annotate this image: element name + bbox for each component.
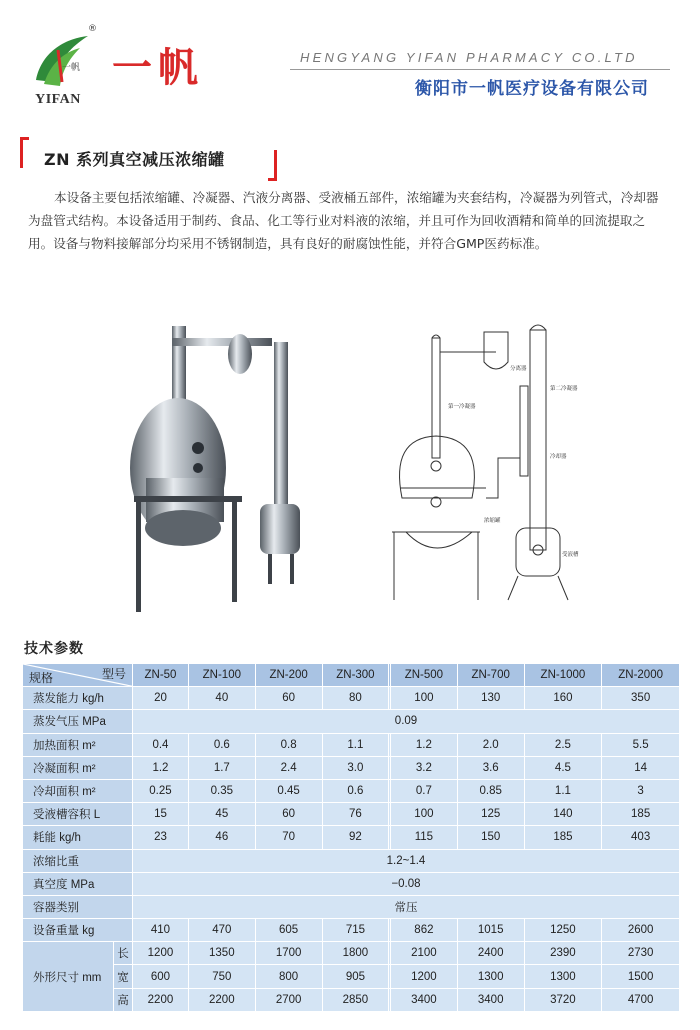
table-cell: 470 bbox=[188, 919, 255, 942]
table-cell: 100 bbox=[391, 803, 458, 826]
table-cell: 185 bbox=[524, 826, 602, 849]
table-header-row bbox=[23, 664, 680, 687]
product-description: 本设备主要包括浓缩罐、冷凝器、汽液分离器、受液桶五部件，浓缩罐为夹套结构，冷凝器为列管式，冷却器为盘管式结构。本设备适用于制药、食品、化工等行业对料液的浓缩，并且可作为回收酒精和简单的回流提取之用。设备与物料接解部分均采用不锈钢制造，具有良好的耐腐蚀性能，并符合GMP医药标准。 bbox=[28, 190, 659, 251]
table-cell: 0.25 bbox=[133, 779, 189, 802]
table-cell: 800 bbox=[255, 965, 322, 988]
table-row bbox=[23, 919, 680, 942]
logo-small-text: 一帆 bbox=[62, 63, 81, 73]
table-row bbox=[23, 849, 680, 872]
table-cell: 0.8 bbox=[255, 733, 322, 756]
model-header-cell: ZN-300 bbox=[322, 664, 389, 687]
model-header-cell: ZN-200 bbox=[255, 664, 322, 687]
table-cell: 2.0 bbox=[457, 733, 524, 756]
spec-table bbox=[22, 663, 680, 1012]
table-cell: 4700 bbox=[602, 988, 680, 1011]
corner-spec-label: 规格 bbox=[29, 671, 54, 686]
table-cell: 92 bbox=[322, 826, 389, 849]
model-header-cell: ZN-500 bbox=[391, 664, 458, 687]
row-label: 外形尺寸 mm bbox=[23, 942, 114, 1012]
table-cell: 2700 bbox=[255, 988, 322, 1011]
table-cell: 3.2 bbox=[391, 756, 458, 779]
table-cell: 1.2 bbox=[391, 733, 458, 756]
table-cell: 14 bbox=[602, 756, 680, 779]
row-label: 容器类别 bbox=[23, 895, 133, 918]
table-cell: 160 bbox=[524, 687, 602, 710]
table-cell: 2600 bbox=[602, 919, 680, 942]
table-cell: 40 bbox=[188, 687, 255, 710]
table-cell: 2100 bbox=[391, 942, 458, 965]
label-condenser2: 第二冷凝器 bbox=[550, 386, 578, 392]
row-label: 冷凝面积 m² bbox=[23, 756, 133, 779]
row-label: 浓缩比重 bbox=[23, 849, 133, 872]
table-cell: 750 bbox=[188, 965, 255, 988]
model-header-cell: ZN-50 bbox=[133, 664, 189, 687]
label-tank: 浓缩罐 bbox=[484, 518, 501, 524]
table-cell: 715 bbox=[322, 919, 389, 942]
table-row bbox=[23, 942, 680, 965]
table-cell: 1.1 bbox=[524, 779, 602, 802]
table-cell: 45 bbox=[188, 803, 255, 826]
dimension-sublabel: 高 bbox=[114, 988, 133, 1011]
label-condenser1: 第一冷凝器 bbox=[448, 404, 476, 410]
product-photo bbox=[128, 318, 324, 618]
table-cell-merged: 常压 bbox=[133, 895, 680, 918]
table-cell: 3400 bbox=[457, 988, 524, 1011]
table-cell-merged: −0.08 bbox=[133, 872, 680, 895]
spec-heading: 技术参数 bbox=[24, 641, 84, 657]
schematic-diagram bbox=[380, 318, 592, 608]
table-cell: 2390 bbox=[524, 942, 602, 965]
table-cell: 2200 bbox=[188, 988, 255, 1011]
table-cell: 46 bbox=[188, 826, 255, 849]
table-cell: 150 bbox=[457, 826, 524, 849]
table-cell: 0.45 bbox=[255, 779, 322, 802]
corner-model-label: 型号 bbox=[101, 667, 126, 681]
title-bracket-right bbox=[268, 150, 277, 181]
page-title: ZN 系列真空减压浓缩罐 bbox=[44, 150, 225, 169]
table-cell: 125 bbox=[457, 803, 524, 826]
table-cell: 130 bbox=[457, 687, 524, 710]
label-receiver: 受液槽 bbox=[562, 552, 579, 558]
table-cell: 2.5 bbox=[524, 733, 602, 756]
row-label: 蒸发能力 kg/h bbox=[23, 687, 133, 710]
table-cell: 0.35 bbox=[188, 779, 255, 802]
model-header-cell: ZN-700 bbox=[457, 664, 524, 687]
row-label: 蒸发气压 MPa bbox=[23, 710, 133, 733]
table-cell: 115 bbox=[391, 826, 458, 849]
table-cell: 23 bbox=[133, 826, 189, 849]
table-row bbox=[23, 756, 680, 779]
model-header-cell: ZN-2000 bbox=[602, 664, 680, 687]
logo-wordmark: YIFAN bbox=[35, 92, 81, 107]
table-cell: 905 bbox=[322, 965, 389, 988]
model-header-cell: ZN-1000 bbox=[524, 664, 602, 687]
table-cell-merged: 1.2~1.4 bbox=[133, 849, 680, 872]
table-cell: 1300 bbox=[524, 965, 602, 988]
table-cell: 76 bbox=[322, 803, 389, 826]
table-cell: 862 bbox=[391, 919, 458, 942]
title-bracket-left bbox=[20, 137, 29, 168]
row-label: 冷却面积 m² bbox=[23, 779, 133, 802]
row-label: 真空度 MPa bbox=[23, 872, 133, 895]
table-cell: 350 bbox=[602, 687, 680, 710]
table-cell: 0.85 bbox=[457, 779, 524, 802]
table-cell: 605 bbox=[255, 919, 322, 942]
table-row bbox=[23, 895, 680, 918]
brand-name: 一帆 bbox=[112, 45, 204, 91]
table-cell: 1.2 bbox=[133, 756, 189, 779]
row-label: 受液槽容积 L bbox=[23, 803, 133, 826]
table-row bbox=[23, 826, 680, 849]
table-cell: 80 bbox=[322, 687, 389, 710]
table-cell: 2.4 bbox=[255, 756, 322, 779]
table-cell: 185 bbox=[602, 803, 680, 826]
table-cell: 5.5 bbox=[602, 733, 680, 756]
table-row bbox=[23, 988, 680, 1011]
table-cell: 1.1 bbox=[322, 733, 389, 756]
table-cell-merged: 0.09 bbox=[133, 710, 680, 733]
table-cell: 15 bbox=[133, 803, 189, 826]
table-cell: 100 bbox=[391, 687, 458, 710]
company-name-en: HENGYANG YIFAN PHARMACY CO.LTD bbox=[300, 50, 638, 65]
table-cell: 403 bbox=[602, 826, 680, 849]
table-cell: 0.6 bbox=[188, 733, 255, 756]
row-label: 耗能 kg/h bbox=[23, 826, 133, 849]
table-row bbox=[23, 803, 680, 826]
table-cell: 2730 bbox=[602, 942, 680, 965]
table-row bbox=[23, 733, 680, 756]
registered-mark: ® bbox=[88, 24, 97, 34]
row-label: 设备重量 kg bbox=[23, 919, 133, 942]
table-cell: 0.7 bbox=[391, 779, 458, 802]
table-cell: 1700 bbox=[255, 942, 322, 965]
table-cell: 1015 bbox=[457, 919, 524, 942]
table-cell: 4.5 bbox=[524, 756, 602, 779]
table-cell: 410 bbox=[133, 919, 189, 942]
table-cell: 2400 bbox=[457, 942, 524, 965]
table-row bbox=[23, 687, 680, 710]
table-cell: 1200 bbox=[391, 965, 458, 988]
label-separator: 分离器 bbox=[510, 366, 527, 372]
table-cell: 2850 bbox=[322, 988, 389, 1011]
table-cell: 0.6 bbox=[322, 779, 389, 802]
table-cell: 1250 bbox=[524, 919, 602, 942]
model-header-cell: ZN-100 bbox=[188, 664, 255, 687]
table-cell: 1350 bbox=[188, 942, 255, 965]
table-cell: 1300 bbox=[457, 965, 524, 988]
table-cell: 3720 bbox=[524, 988, 602, 1011]
label-cooler: 冷却器 bbox=[550, 454, 567, 460]
table-cell: 1.7 bbox=[188, 756, 255, 779]
dimension-sublabel: 长 bbox=[114, 942, 133, 965]
table-row bbox=[23, 710, 680, 733]
table-row bbox=[23, 872, 680, 895]
company-name-cn: 衡阳市一帆医疗设备有限公司 bbox=[415, 79, 649, 99]
table-corner-cell bbox=[23, 664, 133, 687]
table-cell: 20 bbox=[133, 687, 189, 710]
table-cell: 1200 bbox=[133, 942, 189, 965]
row-label: 加热面积 m² bbox=[23, 733, 133, 756]
table-cell: 2200 bbox=[133, 988, 189, 1011]
table-cell: 600 bbox=[133, 965, 189, 988]
table-cell: 3 bbox=[602, 779, 680, 802]
table-cell: 0.4 bbox=[133, 733, 189, 756]
header-divider bbox=[290, 69, 670, 70]
table-cell: 60 bbox=[255, 687, 322, 710]
table-cell: 60 bbox=[255, 803, 322, 826]
table-cell: 3.0 bbox=[322, 756, 389, 779]
table-cell: 1800 bbox=[322, 942, 389, 965]
table-cell: 3400 bbox=[391, 988, 458, 1011]
table-cell: 1500 bbox=[602, 965, 680, 988]
table-row bbox=[23, 965, 680, 988]
table-cell: 70 bbox=[255, 826, 322, 849]
table-row bbox=[23, 779, 680, 802]
table-cell: 140 bbox=[524, 803, 602, 826]
dimension-sublabel: 宽 bbox=[114, 965, 133, 988]
table-cell: 3.6 bbox=[457, 756, 524, 779]
yifan-logo-icon bbox=[28, 30, 96, 92]
